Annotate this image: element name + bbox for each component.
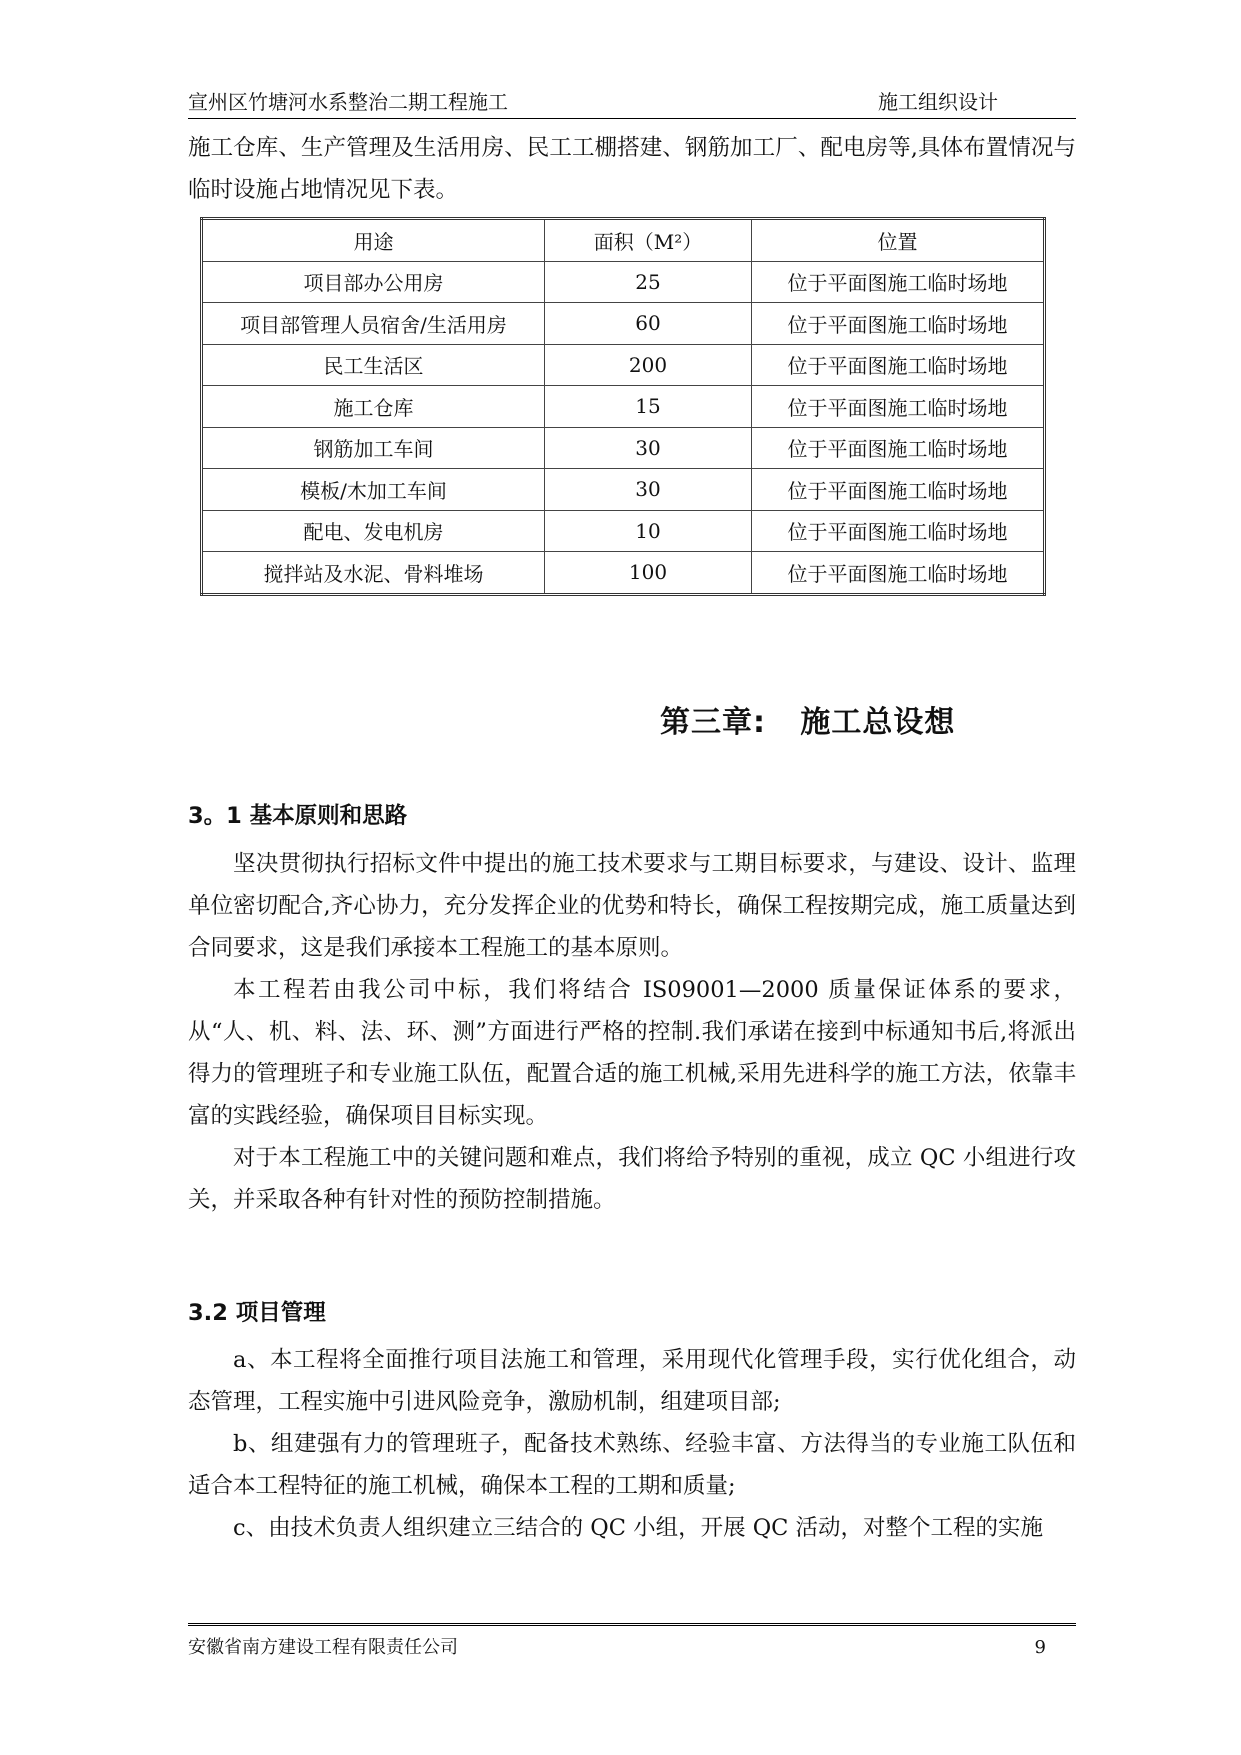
section-3-2-paragraph: a、本工程将全面推行项目法施工和管理，采用现代化管理手段，实行优化组合，动态管理，工程实施中引进风险竞争，激励机制，组建项目部; bbox=[188, 1347, 1076, 1415]
section-3-2-heading: 3.2 项目管理 bbox=[188, 1300, 326, 1326]
section-3-1-paragraph: 坚决贯彻执行招标文件中提出的施工技术要求与工期目标要求，与建设、设计、监理单位密切配合,齐心协力，充分发挥企业的优势和特长，确保工程按期完成，施工质量达到合同要求，这是我们承接本工程施工的基本原则。 bbox=[188, 851, 1076, 961]
table-row bbox=[202, 510, 1045, 552]
cell-location: 位于平面图施工临时场地 bbox=[752, 344, 1045, 386]
section-3-1-heading: 3。1 基本原则和思路 bbox=[188, 803, 408, 829]
cell-location: 位于平面图施工临时场地 bbox=[752, 261, 1045, 303]
footer-company: 安徽省南方建设工程有限责任公司 bbox=[188, 1637, 458, 1658]
cell-area: 200 bbox=[545, 344, 752, 386]
table-row bbox=[202, 261, 1045, 303]
table-row bbox=[202, 344, 1045, 386]
section-3-2-paragraph: b、组建强有力的管理班子，配备技术熟练、经验丰富、方法得当的专业施工队伍和适合本工程特征的施工机械，确保本工程的工期和质量; bbox=[188, 1431, 1076, 1499]
table-row bbox=[202, 552, 1045, 595]
section-3-1-paragraph: 对于本工程施工中的关键问题和难点，我们将给予特别的重视，成立 QC 小组进行攻关，并采取各种有针对性的预防控制措施。 bbox=[188, 1145, 1076, 1213]
header-location: 位置 bbox=[752, 219, 1045, 262]
cell-use: 配电、发电机房 bbox=[202, 510, 545, 552]
header-doc-type: 施工组织设计 bbox=[878, 90, 998, 114]
header-project-title: 宣州区竹塘河水系整治二期工程施工 bbox=[188, 90, 508, 114]
chapter-title: 第三章: 施工总设想 bbox=[660, 705, 956, 740]
cell-use: 搅拌站及水泥、骨料堆场 bbox=[202, 552, 545, 595]
cell-area: 25 bbox=[545, 261, 752, 303]
cell-location: 位于平面图施工临时场地 bbox=[752, 386, 1045, 428]
page-footer bbox=[188, 1623, 1076, 1658]
cell-location: 位于平面图施工临时场地 bbox=[752, 427, 1045, 469]
cell-use: 项目部办公用房 bbox=[202, 261, 545, 303]
table-row bbox=[202, 469, 1045, 511]
cell-use: 项目部管理人员宿舍/生活用房 bbox=[202, 303, 545, 345]
cell-area: 30 bbox=[545, 469, 752, 511]
table-row bbox=[202, 427, 1045, 469]
section-3-2-paragraph: c、由技术负责人组织建立三结合的 QC 小组，开展 QC 活动，对整个工程的实施 bbox=[233, 1515, 1044, 1541]
cell-area: 15 bbox=[545, 386, 752, 428]
table-header-row bbox=[202, 219, 1045, 262]
cell-location: 位于平面图施工临时场地 bbox=[752, 469, 1045, 511]
cell-area: 100 bbox=[545, 552, 752, 595]
cell-location: 位于平面图施工临时场地 bbox=[752, 303, 1045, 345]
page-number: 9 bbox=[1034, 1637, 1046, 1658]
table-row bbox=[202, 303, 1045, 345]
header-use: 用途 bbox=[202, 219, 545, 262]
cell-area: 10 bbox=[545, 510, 752, 552]
page-header bbox=[188, 88, 1076, 119]
cell-use: 民工生活区 bbox=[202, 344, 545, 386]
cell-area: 30 bbox=[545, 427, 752, 469]
header-area: 面积（M²） bbox=[545, 219, 752, 262]
intro-paragraph: 施工仓库、生产管理及生活用房、民工工棚搭建、钢筋加工厂、配电房等,具体布置情况与临时设施占地情况见下表。 bbox=[188, 135, 1076, 203]
cell-location: 位于平面图施工临时场地 bbox=[752, 510, 1045, 552]
cell-location: 位于平面图施工临时场地 bbox=[752, 552, 1045, 595]
table-row bbox=[202, 386, 1045, 428]
section-3-1-paragraph: 本工程若由我公司中标，我们将结合 IS09001—2000 质量保证体系的要求，从“人、机、料、法、环、测”方面进行严格的控制.我们承诺在接到中标通知书后,将派出得力的管理班子和专业施工队伍，配置合适的施工机械,采用先进科学的施工方法，依靠丰富的实践经验，确保项目目标实现。 bbox=[188, 977, 1076, 1129]
cell-use: 模板/木加工车间 bbox=[202, 469, 545, 511]
cell-use: 施工仓库 bbox=[202, 386, 545, 428]
cell-area: 60 bbox=[545, 303, 752, 345]
facilities-table bbox=[200, 217, 1046, 596]
cell-use: 钢筋加工车间 bbox=[202, 427, 545, 469]
